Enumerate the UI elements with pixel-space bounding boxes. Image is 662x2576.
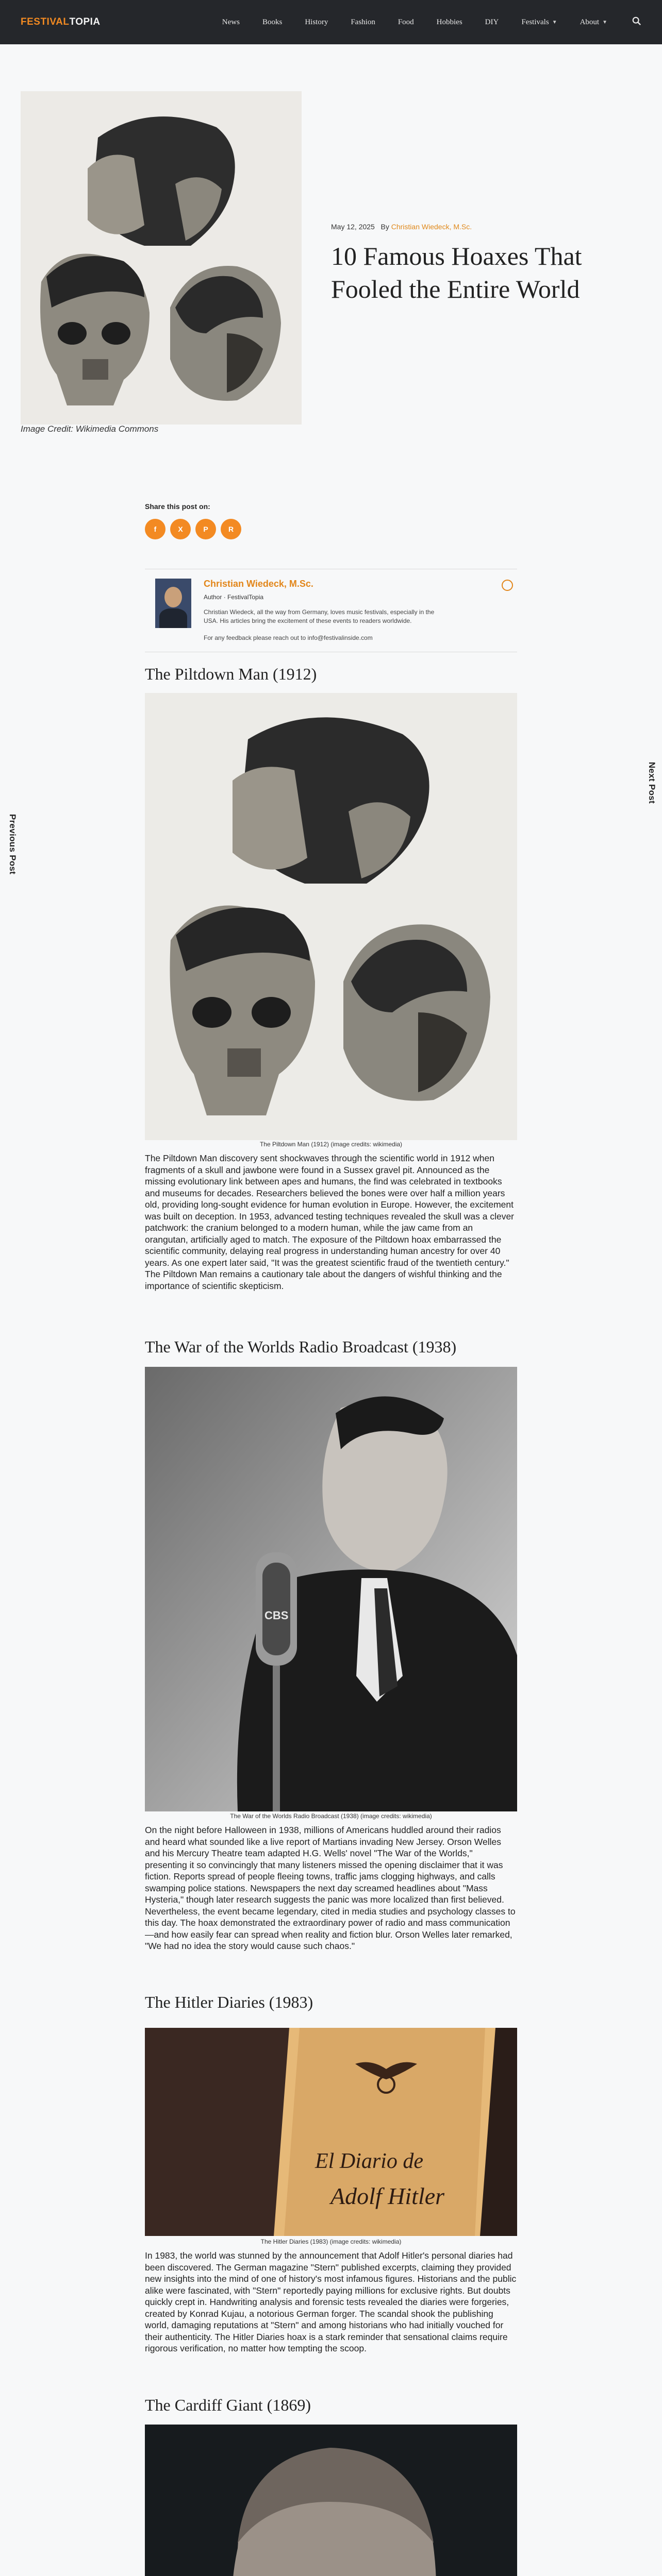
hero-image-credit: Image Credit: Wikimedia Commons (21, 424, 159, 434)
nav-books[interactable]: Books (262, 18, 283, 26)
nav-about-label: About (580, 18, 600, 26)
nav-fashion[interactable]: Fashion (351, 18, 375, 26)
facebook-share-button[interactable]: f (145, 519, 166, 539)
pinterest-share-button[interactable]: P (195, 519, 216, 539)
war-of-the-worlds-text: On the night before Halloween in 1938, millions of Americans huddled around their radios and heard what sounded like a live report of Martians invading New Jersey. Orson Welles and his Mercury Theatre team adapted H.G. Wells' novel "The War of the Worlds," presenting it so convincingly that many listeners missed the opening disclaimer that it was fiction. Reports spread of people fleeing towns, traffic jams clogging highways, and calls swamping police stations. Newspapers the next day screamed headlines about "Mass Hysteria," though later research suggests the panic was more localized than first believed. Nevertheless, the event became legendary, cited in media studies and psychology classes to this day. The hoax demonstrated the extraordinary power of radio and mass communication—and how easily fear can spread when reality and fiction blur. Orson Welles later remarked, "We had no idea the story would cause such chaos." (145, 1825, 516, 1951)
diary-cover-line2: Adolf Hitler (330, 2183, 445, 2209)
author-bio: Christian Wiedeck, all the way from Germany, loves music festivals, especially in the USA. His articles bring the excitement of these events to readers worldwide. (204, 608, 435, 624)
nav-festivals[interactable] (510, 18, 568, 27)
hero-image (21, 91, 302, 425)
section-title-piltdown: The Piltdown Man (1912) (145, 665, 317, 683)
section-title-cardiff-giant: The Cardiff Giant (1869) (145, 2396, 311, 2414)
piltdown-caption: The Piltdown Man (1912) (image credits: wikimedia) (259, 1141, 403, 1148)
piltdown-text: The Piltdown Man discovery sent shockwaves through the scientific world in 1912 when fragments of a skull and jawbone were found in a Sussex gravel pit. Announced as the missing evolutionary link between apes and humans, the find was celebrated in textbooks and museums for decades. Researchers believed the bones were over half a million years old, providing long-sought evidence for human evolution in Europe. However, the excitement was built on deception. In 1953, advanced testing techniques revealed the skull was a clever patchwork: the cranium belonged to a modern human, while the jaw came from an orangutan, artificially aged to match. The exposure of the Piltdown hoax embarrassed the scientific community, delaying real progress in understanding human ancestry for over 40 years. As one expert later said, "It was the greatest scientific fraud of the twentieth century." The Piltdown Man remains a cautionary tale about the dangers of wishful thinking and the importance of scientific skepticism. (145, 1153, 515, 1291)
post-date: May 12, 2025 (331, 223, 375, 231)
war-of-the-worlds-image (145, 1367, 517, 1811)
instagram-icon[interactable] (502, 580, 513, 591)
previous-post-link[interactable]: Previous Post (8, 814, 18, 875)
share-buttons (145, 519, 517, 539)
site-logo[interactable]: FESTIVALTOPIA (21, 16, 101, 27)
nav-hobbies[interactable]: Hobbies (436, 18, 462, 26)
cardiff-giant-image (145, 2425, 517, 2576)
reddit-share-button[interactable]: R (221, 519, 241, 539)
nav-history[interactable]: History (305, 18, 328, 26)
post-author-link[interactable]: Christian Wiedeck, M.Sc. (391, 223, 472, 231)
nav-news[interactable]: News (222, 18, 240, 26)
nav-about[interactable] (569, 18, 619, 27)
war-of-the-worlds-caption: The War of the Worlds Radio Broadcast (1938) (image credits: wikimedia) (230, 1812, 432, 1820)
post-meta (331, 223, 472, 231)
nav-food[interactable]: Food (398, 18, 414, 26)
author-name[interactable]: Christian Wiedeck, M.Sc. (204, 579, 313, 589)
author-avatar (155, 579, 191, 628)
piltdown-image (145, 693, 517, 1140)
site-header (0, 0, 662, 44)
author-role: Author · FestivalTopia (204, 594, 264, 601)
author-box (145, 569, 517, 652)
nav-diy[interactable]: DIY (485, 18, 499, 26)
section-title-war-of-the-worlds: The War of the Worlds Radio Broadcast (1938) (145, 1337, 457, 1356)
author-feedback: For any feedback please reach out to info@festivalinside.com (204, 634, 373, 641)
section-title-hitler-diaries: The Hitler Diaries (1983) (145, 1993, 313, 2011)
hitler-diaries-text: In 1983, the world was stunned by the announcement that Adolf Hitler's personal diaries had been discovered. The German magazine "Stern" published excerpts, claiming they provided new insights into the mind of one of history's most infamous figures. Historians and the public alike were fascinated, with "Stern" reportedly paying millions for exclusive rights. But doubts quickly crept in. Handwriting analysis and forensic tests revealed the diaries were forgeries, created by Konrad Kujau, a notorious German forger. The scandal shook the publishing world, damaging reputations at "Stern" and among historians who had initially vouched for their authenticity. The Hitler Diaries hoax is a stark reminder that sensational claims require rigorous verification, no matter how tempting the scoop. (145, 2250, 517, 2353)
next-post-link[interactable]: Next Post (647, 761, 657, 804)
diary-cover-line1: El Diario de (315, 2149, 423, 2173)
hitler-diaries-image (145, 2028, 517, 2236)
svg-text:CBS: CBS (264, 1609, 289, 1622)
nav-festivals-label: Festivals (521, 18, 549, 26)
chevron-down-icon: ▼ (552, 19, 557, 25)
post-by: By (380, 223, 389, 231)
chevron-down-icon: ▼ (602, 19, 607, 25)
hitler-diaries-caption: The Hitler Diaries (1983) (image credits: wikimedia) (260, 2238, 402, 2245)
share-title: Share this post on: (145, 502, 210, 511)
main-nav (211, 16, 641, 28)
search-icon[interactable] (619, 16, 641, 28)
x-share-button[interactable]: X (170, 519, 191, 539)
page-title: 10 Famous Hoaxes That Fooled the Entire World (331, 242, 582, 303)
